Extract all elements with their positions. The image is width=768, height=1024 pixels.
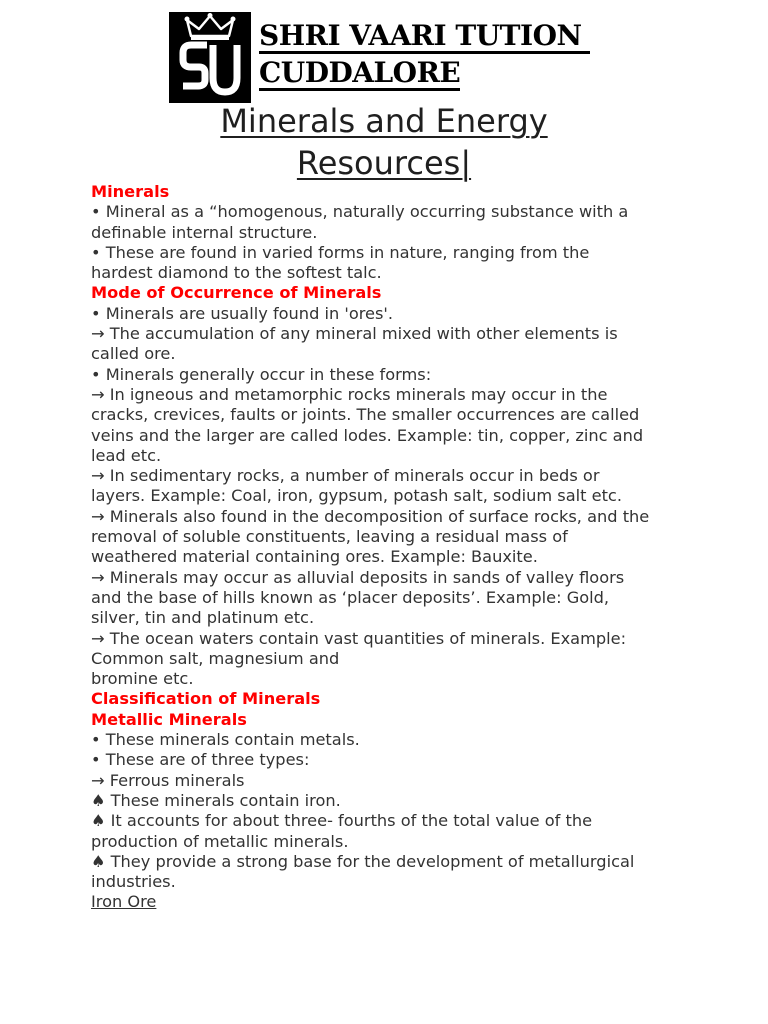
text-line: Common salt, magnesium and — [91, 648, 340, 668]
section-heading: Minerals — [91, 182, 170, 201]
text-line: • Minerals are usually found in 'ores'. — [91, 303, 394, 323]
title-line-1: Minerals and Energy — [220, 102, 548, 140]
section-heading: Classification of Minerals — [91, 689, 321, 709]
page-title — [90, 100, 678, 184]
text-line: removal of soluble constituents, leaving a residual mass of — [91, 527, 568, 547]
text-line: → The ocean waters contain vast quantities of minerals. Example: — [91, 628, 627, 648]
text-line: weathered material containing ores. Example: Bauxite. — [91, 547, 538, 567]
text-line: layers. Example: Coal, iron, gypsum, potash salt, sodium salt etc. — [91, 486, 622, 506]
text-line: lead etc. — [91, 445, 162, 465]
text-line: ♠ They provide a strong base for the development of metallurgical — [91, 851, 635, 871]
text-line: cracks, crevices, faults or joints. The smaller occurrences are called — [91, 405, 640, 425]
text-line: • Minerals generally occur in these forms: — [91, 364, 432, 384]
text-line: hardest diamond to the softest talc. — [91, 263, 382, 283]
text-line: ♠ It accounts for about three- fourths of the total value of the — [91, 811, 593, 831]
document-body — [91, 182, 691, 913]
section-heading: Metallic Minerals — [91, 709, 247, 729]
text-line: bromine etc. — [91, 669, 194, 689]
brand-name — [259, 20, 590, 91]
text-line: definable internal structure. — [91, 222, 318, 242]
text-line: → In sedimentary rocks, a number of minerals occur in beds or — [91, 466, 600, 486]
title-line-2: Resources| — [296, 144, 472, 182]
text-line: • These are found in varied forms in nature, ranging from the — [91, 242, 590, 262]
header — [169, 12, 590, 103]
logo — [169, 12, 251, 103]
text-line: → Minerals may occur as alluvial deposits in sands of valley floors — [91, 567, 625, 587]
text-line: industries. — [91, 872, 176, 892]
crown-logo-icon — [169, 12, 251, 103]
text-line: • Mineral as a “homogenous, naturally occurring substance with a — [91, 202, 629, 222]
text-line: • These are of three types: — [91, 750, 310, 770]
text-line: production of metallic minerals. — [91, 831, 349, 851]
text-line: → The accumulation of any mineral mixed with other elements is — [91, 324, 618, 344]
text-line: and the base of hills known as ‘placer deposits’. Example: Gold, — [91, 587, 610, 607]
iron-ore-link[interactable]: Iron Ore — [91, 892, 157, 912]
brand-line-2: CUDDALORE — [259, 56, 461, 89]
text-line: → Ferrous minerals — [91, 770, 245, 790]
text-line: silver, tin and platinum etc. — [91, 608, 315, 628]
text-line: veins and the larger are called lodes. Example: tin, copper, zinc and — [91, 425, 644, 445]
text-line: → In igneous and metamorphic rocks minerals may occur in the — [91, 384, 608, 404]
text-line: called ore. — [91, 344, 176, 364]
text-line: ♠ These minerals contain iron. — [91, 790, 341, 810]
text-line: → Minerals also found in the decomposition of surface rocks, and the — [91, 506, 650, 526]
text-line: • These minerals contain metals. — [91, 730, 360, 750]
section-heading: Mode of Occurrence of Minerals — [91, 283, 382, 303]
brand-line-1: SHRI VAARI TUTION — [259, 20, 590, 54]
